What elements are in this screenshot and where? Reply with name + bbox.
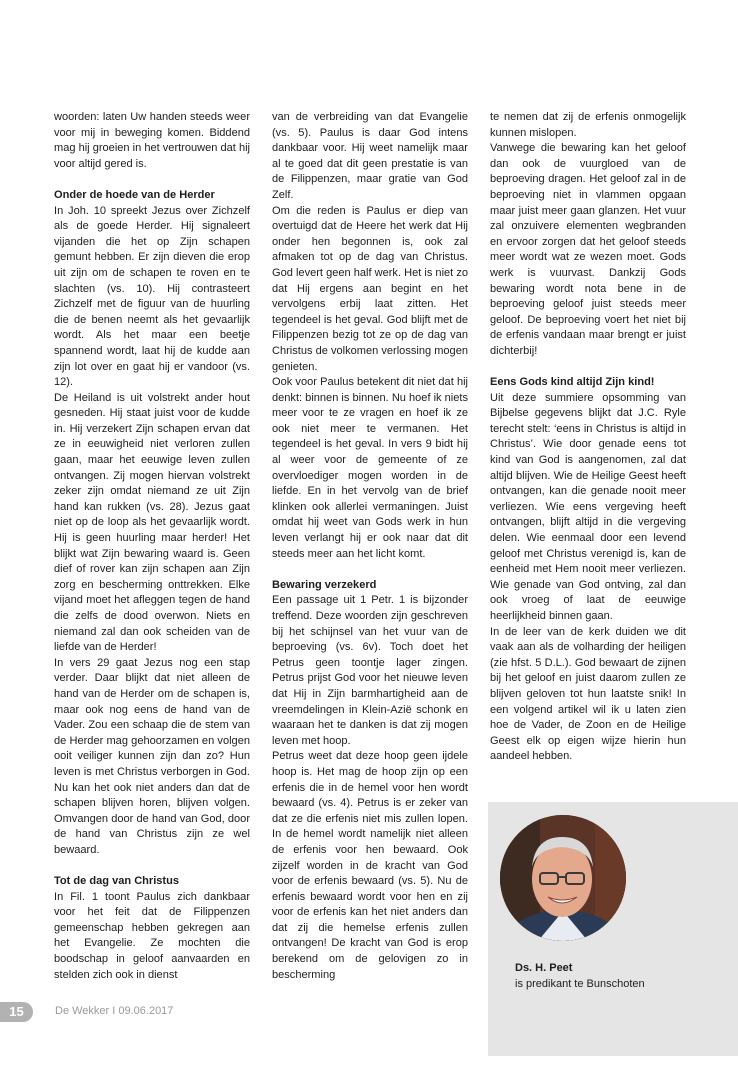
publication-footer: De Wekker I 09.06.2017 [55, 1005, 174, 1017]
author-portrait-icon [500, 815, 626, 941]
section-heading: Onder de hoede van de Herder [54, 188, 215, 201]
paragraph: Petrus weet dat deze hoop geen ijdele hoop is. Het mag de hoop zijn op een erfenis die in de hemel voor hen wordt bewaard (vs. 4). Petrus is er zeker van dat ze die erfenis niet mis zullen lopen. In de hemel wordt namelijk niet alleen de erfenis voor hen bewaard. Ook zijzelf worden in de kracht van God voor de erfenis bewaard (vs. 5). Nu de erfenis bewaard wordt voor hen en zij voor de erfenis kan het niet anders dan dat zij die hemelse erfenis zullen ontvangen! De kracht van God is erop berekend om de gelovigen zo in bescherming [272, 750, 468, 981]
paragraph: Een passage uit 1 Petr. 1 is bijzonder treffend. Deze woorden zijn geschreven bij het schijnsel van het vuur van de beproeving (vs. 6v). Toch doet het Petrus geen toontje lager zingen. Petrus prijst God voor het nieuwe leven dat Hij in Zijn barmhartigheid aan de vreemdelingen in Klein-Azië schonk en waaraan het te danken is dat zij mogen leven met hoop. [272, 594, 468, 747]
paragraph: Uit deze summiere opsomming van Bijbelse gegevens blijkt dat J.C. Ryle terecht stelt: ‘eens in Christus is altijd in Christus’. Wie door genade eens tot kind van God is aangenomen, zal dat altijd blijven. Wie de Heilige Geest heeft ontvangen, kan die genade nooit meer verliezen. Wie eens vergeving heeft ontvangen, blijft altijd in die vergeving delen. Wie eenmaal door een levend geloof met Christus verenigd is, kan de eenheid met Hem nooit meer verliezen. Wie genade van God ontving, zal dan ook vroeg of laat de eeuwige heerlijkheid binnen gaan. [490, 391, 686, 622]
paragraph: In Fil. 1 toont Paulus zich dankbaar voor het feit dat de Filippenzen gemeenschap hebben gekregen aan het Evangelie. Ze mochten die boodschap in geloof aanvaarden en stelden zich ook in dienst [54, 890, 250, 981]
paragraph: In de leer van de kerk duiden we dit vaak aan als de volharding der heiligen (zie hfst. 5 D.L.). God bewaart de zijnen bij het geloof en juist daarom zullen ze blijven geloven tot hun laatste snik! In een volgend artikel wil ik u laten zien hoe de Vader, de Zoon en de Heilige Geest elk op eigen wijze hierin hun aandeel hebben. [490, 625, 686, 763]
paragraph: te nemen dat zij de erfenis onmogelijk kunnen mislopen. [490, 111, 686, 139]
paragraph: Om die reden is Paulus er diep van overtuigd dat de Heere het werk dat Hij onder hen begonnen is, ook zal afmaken tot op de dag van Christus. God levert geen half werk. Het is niet zo dat Hij ergens aan begint en het vervolgens erbij laat zitten. Het tegendeel is het geval. God blijft met de Filippenzen bezig tot ze op de dag van Christus de volkomen verlossing mogen genieten. [272, 204, 468, 373]
paragraph: De Heiland is uit volstrekt ander hout gesneden. Hij staat juist voor de kudde in. Hij verzekert Zijn schapen ervan dat ze in eeuwigheid niet verloren zullen gaan, maar het eeuwige leven zullen ontvangen. Zij mogen hiervan volstrekt zeker zijn omdat niemand ze uit Zijn hand kan rukken (vs. 28). Jezus gaat niet op de loop als het gevaarlijk wordt. Hij is geen huurling maar herder! Het blijkt wat Zijn bewaring waard is. Geen dief of rover kan zijn schapen aan Zijn zorg en bescherming onttrekken. Elke vijand moet het afleggen tegen de hand die zelfs de dood overwon. Niets en niemand zal dan ook scheiden van de liefde van de Herder! [54, 391, 250, 654]
page-number: 15 [0, 1002, 33, 1022]
section-heading: Eens Gods kind altijd Zijn kind! [490, 376, 655, 389]
author-photo [500, 815, 626, 941]
paragraph: Ook voor Paulus betekent dit niet dat hij denkt: binnen is binnen. Nu hoef ik niets meer voor te ze vragen en hoef ik ze ook niet meer te vermanen. Het tegendeel is het geval. In vers 9 bidt hij al weer voor de gemeente of ze overvloediger mogen worden in de liefde. En in het vervolg van de brief klinken ook allerlei vermaningen. Juist omdat hij weet van Gods werk in hun leven verlangt hij er ook naar dat dit steeds meer aan het licht komt. [272, 376, 468, 560]
paragraph: Vanwege die bewaring kan het geloof dan ook de vuurgloed van de beproeving dragen. Het geloof zal in de beproeving niet in vlammen opgaan maar juist meer gaan glanzen. Het vuur zal onzuivere elementen wegbranden en ervoor zorgen dat het geloof steeds meer wordt wat ze wezen moet. Gods werk is vuurvast. Dankzij Gods bewaring wordt nota bene in de beproeving geloof juist steeds meer geloof. De beproeving voert het niet bij de erfenis vandaan maar brengt er juist dichterbij! [490, 142, 686, 357]
article-column-1 [54, 110, 250, 983]
paragraph: woorden: laten Uw handen steeds weer voor mij in beweging komen. Biddend mag hij groeien in het vertrouwen dat hij voor altijd gered is. [54, 111, 250, 170]
section-heading: Bewaring verzekerd [272, 578, 377, 591]
section-heading: Tot de dag van Christus [54, 875, 180, 888]
article-column-3 [490, 110, 686, 765]
paragraph: van de verbreiding van dat Evangelie (vs. 5). Paulus is daar God intens dankbaar voor. Hij weet namelijk maar al te goed dat dit geen prestatie is van de Filippenzen, maar gratie van God Zelf. [272, 111, 468, 201]
paragraph: In vers 29 gaat Jezus nog een stap verder. Daar blijkt dat niet alleen de hand van de Herder om de schapen is, maar ook nog eens de hand van de Vader. Zou een schaap die de stem van de Herder mag gehoorzamen en volgen ooit veiliger kunnen zijn dan zo? Hun leven is met Christus verborgen in God. Nu kan het ook niet anders dan dat de schapen blijven horen, blijven volgen. Omvangen door de hand van God, door de hand van Christus zijn ze wel bewaard. [54, 656, 250, 856]
author-role: is predikant te Bunschoten [515, 978, 645, 990]
article-column-2 [272, 110, 468, 983]
paragraph: In Joh. 10 spreekt Jezus over Zichzelf als de goede Herder. Hij signaleert vijanden die het op Zijn schapen gemunt hebben. Er zijn dieven die erop uit zijn om de schapen te roven en te slachten (vs. 10). Hij contrasteert Zichzelf met de figuur van de huurling die de benen neemt als het gevaarlijk wordt. Als het maar een beetje spannend wordt, laat hij de kudde aan zijn lot over en gaat hij er vandoor (vs. 12). [54, 204, 250, 389]
author-name: Ds. H. Peet [515, 962, 573, 974]
